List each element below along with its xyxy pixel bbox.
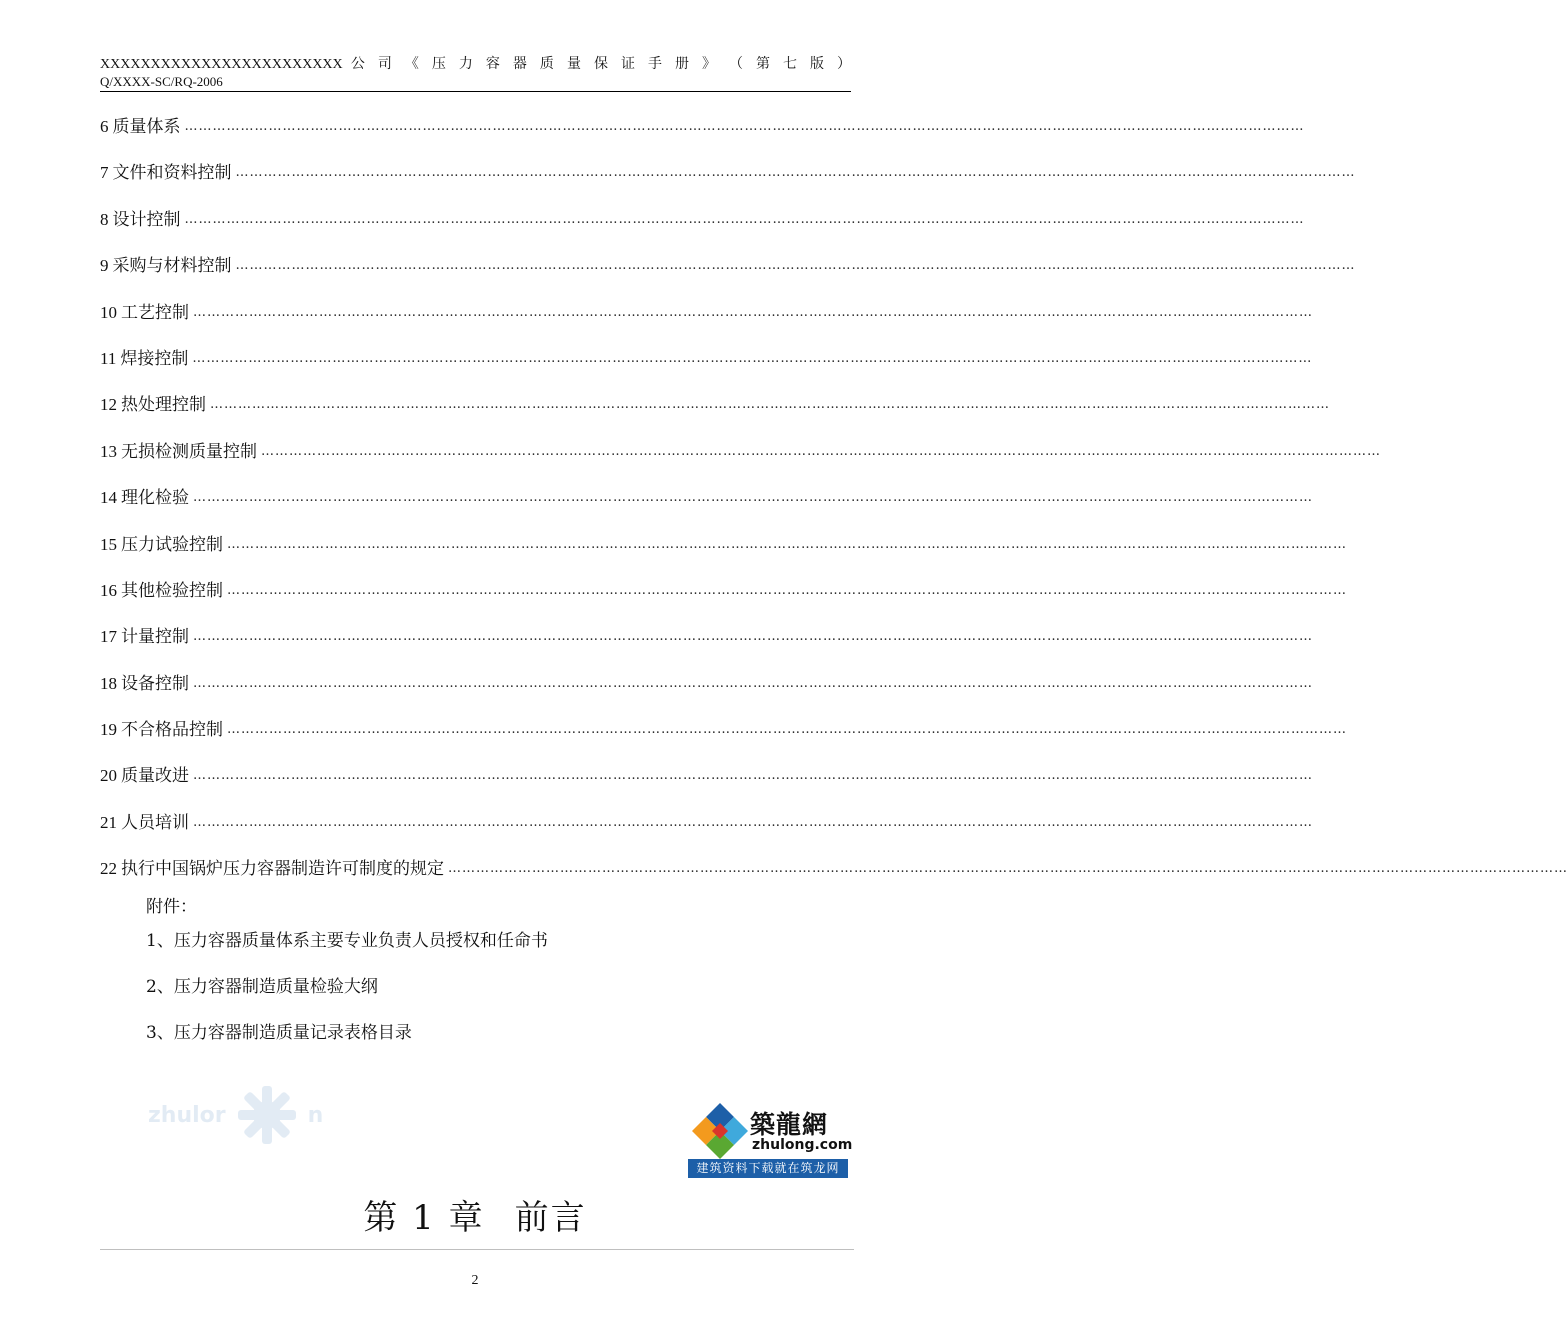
toc-entry — [100, 116, 1305, 138]
footer-divider — [100, 1249, 854, 1250]
page-number: 2 — [471, 1273, 479, 1288]
toc-entry — [100, 416, 1381, 462]
toc-entry — [100, 834, 1568, 880]
toc-entry-title: 设计控制 — [112, 209, 181, 230]
header-title: XXXXXXXXXXXXXXXXXXXXXXXX 公 司 《 压 力 容 器 质 量 保 证 手 册 》 （ 第 七 版 ） — [100, 57, 851, 72]
toc-entry — [100, 324, 1313, 370]
toc-entry-title: 无损检测质量控制 — [121, 441, 257, 462]
toc-entry-number: 8 — [100, 209, 109, 229]
toc-dot-leader: …………………………………………………………………………………………………………………………………………………………………………………………………………………… — [227, 722, 1347, 738]
toc-dot-leader: …………………………………………………………………………………………………………………………………………………………………………………………………………………… — [227, 536, 1347, 552]
zhulong-logo — [688, 1101, 853, 1178]
toc-entry-title: 文件和资料控制 — [112, 163, 232, 184]
snowflake-icon — [232, 1080, 302, 1150]
watermark-text-right: n — [307, 1102, 324, 1128]
toc-entry-number: 16 — [100, 580, 117, 600]
toc-entry-number: 13 — [100, 441, 117, 461]
toc-entry-number: 22 — [100, 859, 117, 879]
toc-entry-number: 10 — [100, 302, 117, 322]
toc-entry — [100, 556, 1347, 602]
toc-entry-number: 21 — [100, 812, 117, 832]
toc-entry-number: 18 — [100, 673, 117, 693]
toc-entry-number: 17 — [100, 627, 117, 647]
watermark — [148, 1080, 323, 1150]
toc-entry-title: 压力试验控制 — [121, 534, 223, 555]
toc-dot-leader: …………………………………………………………………………………………………………………………………………………………………………………………………………………… — [184, 119, 1305, 134]
toc-entry-title: 热处理控制 — [121, 395, 206, 416]
chapter-title: 前言 — [514, 1198, 587, 1238]
toc-entry-title: 执行中国锅炉压力容器制造许可制度的规定 — [121, 859, 444, 880]
toc-dot-leader: …………………………………………………………………………………………………………………………………………………………………………………………………………………… — [235, 165, 1356, 181]
toc-entry — [100, 231, 1356, 277]
toc-dot-leader: …………………………………………………………………………………………………………………………………………………………………………………………………………………… — [193, 490, 1313, 506]
toc-entry-title: 不合格品控制 — [121, 720, 223, 741]
header-doc-code: Q/XXXX-SC/RQ-2006 — [100, 74, 223, 89]
toc-entry — [100, 184, 1305, 230]
toc-entry-number: 15 — [100, 534, 117, 554]
toc-dot-leader: …………………………………………………………………………………………………………………………………………………………………………………………………………………… — [193, 629, 1313, 645]
toc-entry-number: 6 — [100, 117, 109, 136]
toc-dot-leader: …………………………………………………………………………………………………………………………………………………………………………………………………………………… — [192, 350, 1313, 366]
toc-entry — [100, 509, 1347, 555]
table-of-contents — [100, 116, 1568, 880]
toc-entry-number: 20 — [100, 766, 117, 786]
page-header — [100, 56, 851, 92]
toc-entry-number: 19 — [100, 720, 117, 740]
toc-entry — [100, 463, 1313, 509]
chapter-number: 第 1 章 — [363, 1198, 485, 1238]
zhulong-diamond-icon — [690, 1101, 750, 1159]
toc-entry-title: 计量控制 — [121, 627, 189, 648]
toc-dot-leader: …………………………………………………………………………………………………………………………………………………………………………………………………………………… — [261, 443, 1381, 459]
toc-entry-title: 质量体系 — [112, 117, 181, 137]
logo-slogan: 建筑资料下载就在筑龙网 — [688, 1159, 848, 1178]
attachment-item-2: 2、压力容器制造质量检验大纲 — [146, 977, 378, 997]
logo-domain: zhulong.com — [752, 1137, 853, 1153]
toc-entry-number: 12 — [100, 395, 117, 415]
toc-dot-leader: …………………………………………………………………………………………………………………………………………………………………………………………………………………… — [448, 861, 1568, 877]
toc-dot-leader: …………………………………………………………………………………………………………………………………………………………………………………………………………………… — [210, 397, 1330, 413]
toc-entry-number: 14 — [100, 488, 117, 508]
toc-entry-title: 工艺控制 — [121, 302, 189, 323]
toc-dot-leader: …………………………………………………………………………………………………………………………………………………………………………………………………………………… — [193, 768, 1313, 784]
attachment-item-1: 1、压力容器质量体系主要专业负责人员授权和任命书 — [146, 931, 548, 951]
toc-entry — [100, 602, 1313, 648]
logo-chinese-name: 築龍網 — [750, 1110, 829, 1139]
toc-dot-leader: …………………………………………………………………………………………………………………………………………………………………………………………………………………… — [193, 304, 1313, 320]
toc-entry — [100, 370, 1330, 416]
chapter-heading — [0, 1196, 950, 1240]
toc-entry-number: 9 — [100, 256, 109, 276]
toc-entry — [100, 741, 1313, 787]
toc-dot-leader: …………………………………………………………………………………………………………………………………………………………………………………………………………………… — [193, 814, 1313, 830]
watermark-text-left: zhulor — [148, 1102, 226, 1128]
toc-entry-number: 7 — [100, 163, 109, 183]
toc-entry-title: 采购与材料控制 — [112, 256, 232, 277]
attachment-item-3: 3、压力容器制造质量记录表格目录 — [146, 1023, 412, 1043]
attachments-label: 附件： — [146, 897, 197, 917]
toc-entry — [100, 648, 1313, 694]
toc-entry-number: 11 — [100, 348, 117, 368]
toc-dot-leader: …………………………………………………………………………………………………………………………………………………………………………………………………………………… — [184, 211, 1305, 227]
toc-entry — [100, 695, 1347, 741]
toc-entry — [100, 787, 1313, 833]
toc-entry-title: 人员培训 — [121, 812, 189, 833]
toc-dot-leader: …………………………………………………………………………………………………………………………………………………………………………………………………………………… — [227, 582, 1347, 598]
toc-entry — [100, 138, 1356, 184]
toc-entry-title: 质量改进 — [121, 766, 189, 787]
toc-entry-title: 焊接控制 — [120, 348, 189, 369]
toc-dot-leader: …………………………………………………………………………………………………………………………………………………………………………………………………………………… — [193, 675, 1313, 691]
toc-entry-title: 理化检验 — [121, 488, 189, 509]
toc-dot-leader: …………………………………………………………………………………………………………………………………………………………………………………………………………………… — [235, 258, 1356, 274]
toc-entry-title: 其他检验控制 — [121, 580, 223, 601]
toc-entry-title: 设备控制 — [121, 673, 189, 694]
toc-entry — [100, 277, 1313, 323]
